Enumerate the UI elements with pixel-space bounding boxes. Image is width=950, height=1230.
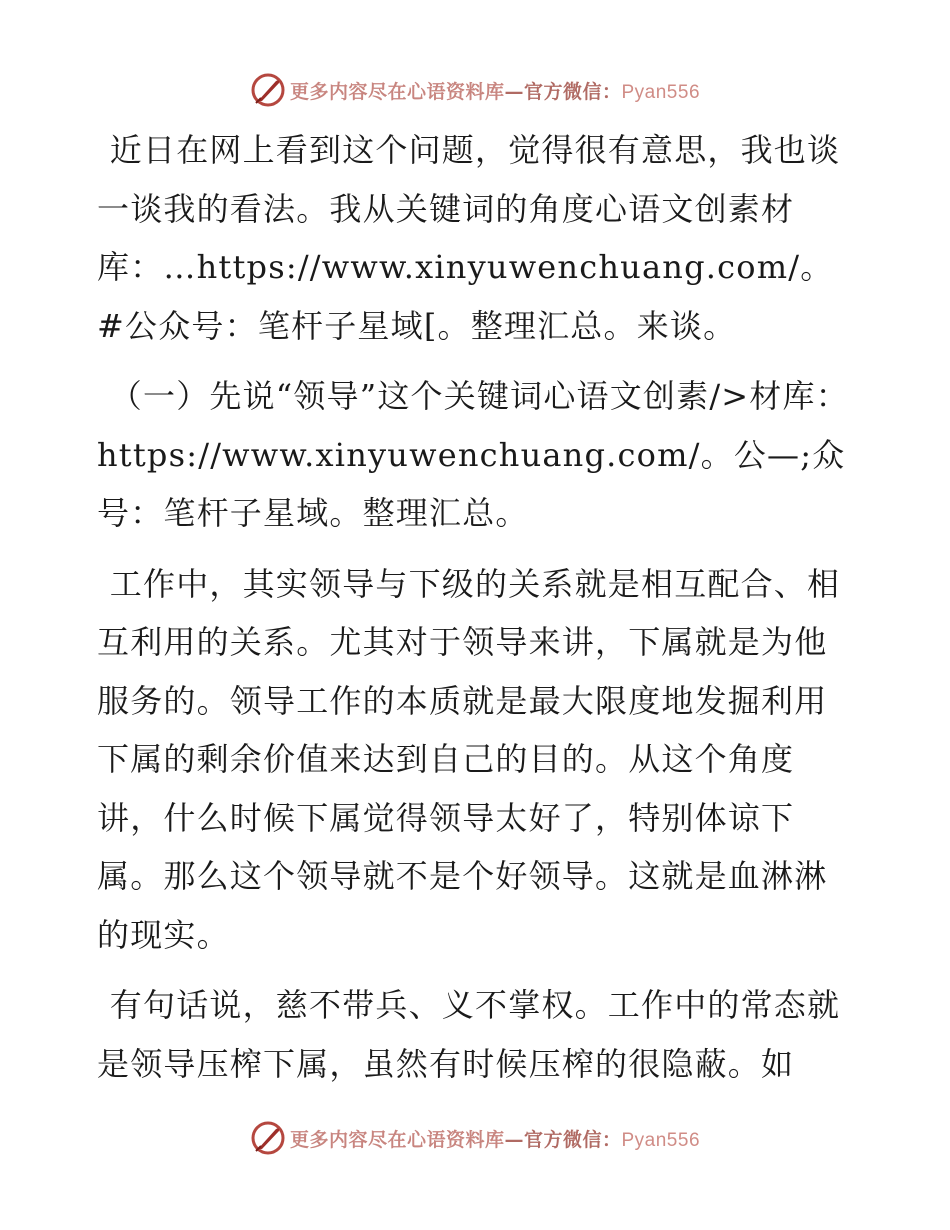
header-banner (0, 70, 950, 110)
banner-account: Pyan556 (621, 1129, 701, 1151)
document-body (97, 121, 857, 1105)
banner-site-text: 更多内容尽在心语资料库 (289, 1128, 505, 1151)
banner-account: Pyan556 (621, 81, 701, 103)
paragraph: 有句话说，慈不带兵、义不掌权。工作中的常态就是领导压榨下属，虽然有时候压榨的很隐蔽。如 (97, 986, 841, 1083)
paragraph: 近日在网上看到这个问题，觉得很有意思，我也谈一谈我的看法。我从关键词的角度心语文创素材库：…https://www.xinyuwenchuang.com/。#公众号：笔杆子星域[。整理汇总。来谈。 (97, 131, 841, 345)
paragraph: （一）先说“领导”这个关键词心语文创素/>材库：https://www.xinyuwenchuang.com/。公—;众号：笔杆子星域。整理汇总。 (97, 377, 849, 532)
banner-wechat-label: —官方微信： (504, 1128, 622, 1151)
paragraph: 工作中，其实领导与下级的关系就是相互配合、相互利用的关系。尤其对于领导来讲，下属就是为他服务的。领导工作的本质就是最大限度地发掘利用下属的剩余价值来达到自己的目的。从这个角度讲，什么时候下属觉得领导太好了，特别体谅下属。那么这个领导就不是个好领导。这就是血淋淋的现实。 (97, 564, 841, 954)
quill-logo-icon (250, 1120, 286, 1156)
footer-banner (0, 1118, 950, 1158)
quill-logo-icon (250, 72, 286, 108)
banner-site-text: 更多内容尽在心语资料库 (289, 80, 505, 103)
banner-wechat-label: —官方微信： (504, 80, 622, 103)
